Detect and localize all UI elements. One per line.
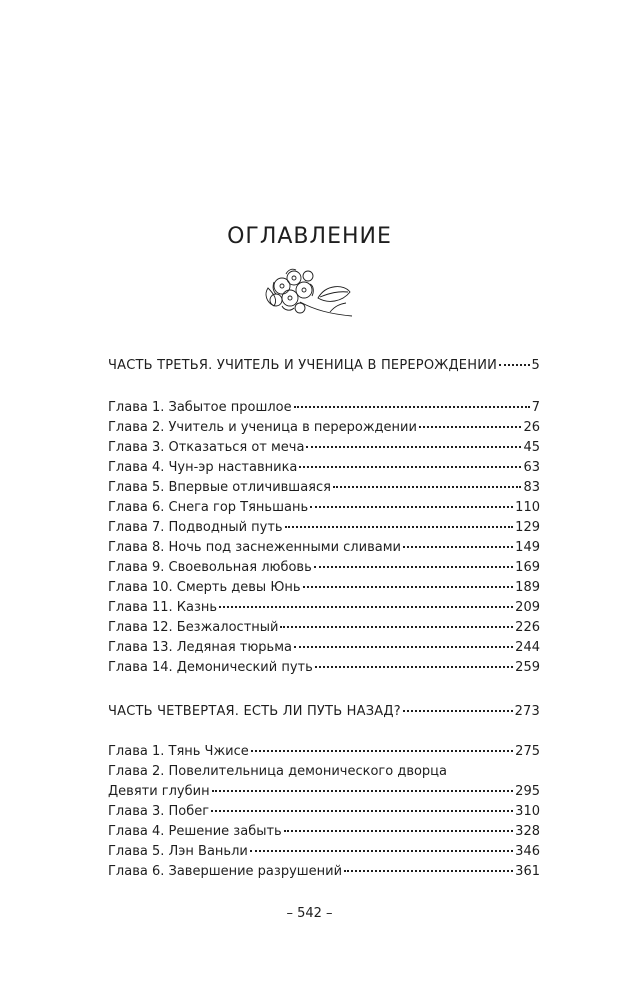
flower-branch-icon (260, 262, 360, 326)
page-ref: 209 (515, 600, 540, 615)
dot-leader (212, 790, 514, 792)
page-ref: 295 (515, 784, 540, 799)
toc-entry[interactable] (108, 822, 540, 842)
dot-leader (344, 870, 513, 872)
toc-entry[interactable] (108, 518, 540, 538)
page-ref: 149 (515, 540, 540, 555)
page-ref: 310 (515, 804, 540, 819)
chapter-title: Глава 6. Завершение разрушений (108, 864, 343, 879)
chapter-title: Глава 2. Учитель и ученица в перерождении (108, 420, 417, 435)
dot-leader (333, 486, 522, 488)
chapter-title: Глава 5. Впервые отличившаяся (108, 480, 331, 495)
dot-leader (250, 850, 513, 852)
page-ref: 26 (523, 420, 540, 435)
dot-leader (219, 606, 513, 608)
part4-chapter-list (108, 742, 540, 882)
dot-leader (251, 750, 513, 752)
toc-entry[interactable] (108, 782, 540, 802)
page-ref: 346 (515, 844, 540, 859)
toc-entry[interactable] (108, 578, 540, 598)
chapter-title: Глава 1. Забытое прошлое (108, 400, 292, 415)
chapter-title: Глава 7. Подводный путь (108, 520, 283, 535)
dot-leader (310, 506, 513, 508)
page-ref: 7 (531, 400, 540, 415)
toc-entry[interactable] (108, 418, 540, 438)
chapter-title: Глава 9. Своевольная любовь (108, 560, 312, 575)
chapter-title: Глава 10. Смерть девы Юнь (108, 580, 301, 595)
toc-entry[interactable] (108, 598, 540, 618)
chapter-title: Глава 3. Отказаться от меча (108, 440, 305, 455)
toc-entry[interactable] (108, 862, 540, 882)
chapter-title: Глава 11. Казнь (108, 600, 218, 615)
chapter-title-line1[interactable]: Глава 2. Повелительница демонического дворца (108, 764, 447, 779)
toc-entry[interactable] (108, 842, 540, 862)
dot-leader (315, 666, 513, 668)
chapter-title: Глава 3. Побег (108, 804, 210, 819)
page-ref: 83 (523, 480, 540, 495)
toc-entry[interactable] (108, 458, 540, 478)
chapter-title: Глава 5. Лэн Ваньли (108, 844, 248, 859)
page-ref: 110 (515, 500, 540, 515)
chapter-title: Глава 6. Снега гор Тяньшань (108, 500, 309, 515)
toc-entry[interactable] (108, 478, 540, 498)
toc-entry[interactable] (108, 802, 540, 822)
page-ref: 259 (515, 660, 540, 675)
page-ref: 328 (515, 824, 540, 839)
part-title: ЧАСТЬ ЧЕТВЕРТАЯ. ЕСТЬ ЛИ ПУТЬ НАЗАД? (108, 704, 401, 719)
toc-entry[interactable] (108, 742, 540, 762)
page-ref: 226 (515, 620, 540, 635)
page-number: – 542 – (286, 906, 333, 921)
dot-leader (419, 426, 522, 428)
toc-entry[interactable] (108, 398, 540, 418)
part3-chapter-list (108, 398, 540, 678)
toc-entry[interactable] (108, 638, 540, 658)
dot-leader (299, 466, 521, 468)
page-ref: 189 (515, 580, 540, 595)
part-title: ЧАСТЬ ТРЕТЬЯ. УЧИТЕЛЬ И УЧЕНИЦА В ПЕРЕРОЖДЕНИИ (108, 358, 498, 373)
page-ref: 361 (515, 864, 540, 879)
page-ref: 244 (515, 640, 540, 655)
page-ref: 5 (531, 358, 540, 373)
toc-entry[interactable] (108, 498, 540, 518)
page-ref: 129 (515, 520, 540, 535)
dot-leader (403, 546, 513, 548)
dot-leader (280, 626, 513, 628)
toc-entry[interactable] (108, 658, 540, 678)
dot-leader (294, 406, 530, 408)
toc-entry[interactable] (108, 438, 540, 458)
chapter-title: Глава 13. Ледяная тюрьма (108, 640, 292, 655)
toc-entry[interactable] (108, 618, 540, 638)
dot-leader (211, 810, 513, 812)
part4-heading[interactable] (108, 702, 540, 722)
chapter-title: Глава 1. Тянь Чжисе (108, 744, 249, 759)
dot-leader (499, 364, 529, 366)
dot-leader (294, 646, 513, 648)
part3-heading[interactable] (108, 356, 540, 376)
chapter-title: Глава 4. Чун-эр наставника (108, 460, 298, 475)
page-ref: 169 (515, 560, 540, 575)
page-ref: 275 (515, 744, 540, 759)
chapter-title: Глава 14. Демонический путь (108, 660, 313, 675)
page-ref: 45 (523, 440, 540, 455)
toc-entry[interactable] (108, 558, 540, 578)
dot-leader (284, 830, 513, 832)
toc-entry[interactable] (108, 538, 540, 558)
chapter-title: Глава 4. Решение забыть (108, 824, 282, 839)
chapter-title-line2: Девяти глубин (108, 784, 210, 799)
page-title: ОГЛАВЛЕНИЕ (227, 224, 392, 249)
dot-leader (285, 526, 514, 528)
dot-leader (306, 446, 521, 448)
page-ref: 273 (514, 704, 540, 719)
dot-leader (303, 586, 514, 588)
chapter-title: Глава 8. Ночь под заснеженными сливами (108, 540, 401, 555)
chapter-title: Глава 12. Безжалостный (108, 620, 279, 635)
dot-leader (403, 710, 513, 712)
page-ref: 63 (523, 460, 540, 475)
dot-leader (314, 566, 513, 568)
